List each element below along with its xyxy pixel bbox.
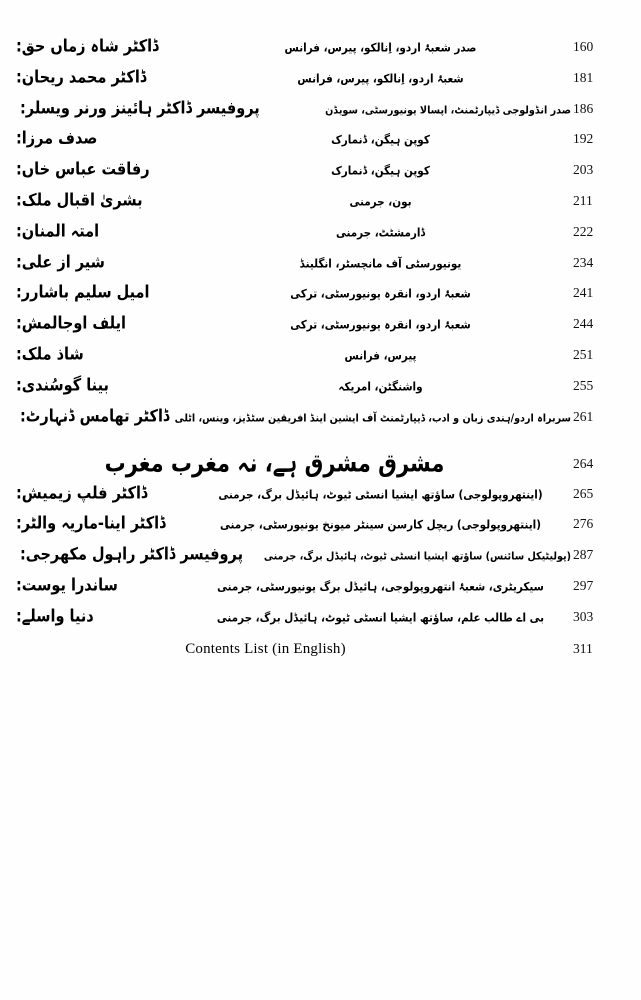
- contributor-affiliation: کوپن ہیگن، ڈنمارک: [331, 133, 430, 148]
- contributor-name: دنیا واسلے:: [16, 607, 94, 626]
- page-number: 265: [573, 485, 594, 501]
- contributor-affiliation: کوپن ہیگن، ڈنمارک: [331, 164, 430, 178]
- toc-row: [0, 314, 641, 348]
- contributor-name: ساندرا یوست:: [16, 576, 118, 596]
- toc-row: [0, 132, 641, 163]
- contributor-name: شیر از علی:: [16, 253, 105, 272]
- page-number: 264: [573, 455, 594, 471]
- contributor-affiliation: صدر انڈولوجی ڈیپارٹمنٹ، اپسالا یونیورسٹی، سویڈن: [325, 103, 571, 117]
- contributor-affiliation: (اینتھروپولوجی) ساؤتھ ایشیا انسٹی ٹیوٹ، ہائیڈل برگ، جرمنی: [218, 487, 543, 502]
- toc-row: [0, 99, 641, 133]
- contributor-name: ڈاکٹر فلپ زیمیش:: [16, 484, 148, 503]
- page-number: 181: [573, 69, 594, 85]
- page-number: 186: [573, 100, 594, 116]
- contributor-affiliation: شعبۂ اردو، انقرہ یونیورسٹی، ترکی: [290, 318, 471, 332]
- contributor-name: پروفیسر ڈاکٹر راہول مکھرجی:: [20, 545, 244, 565]
- page-number: 276: [573, 516, 594, 532]
- contributor-affiliation: بی اے طالب علم، ساؤتھ ایشیا انسٹی ٹیوٹ، ہائیڈل برگ، جرمنی: [216, 611, 545, 625]
- page-number: 160: [573, 39, 594, 54]
- contributor-name: ایلف اوجالمش:: [16, 314, 126, 334]
- page-number: 311: [573, 640, 593, 656]
- toc-row: [0, 576, 641, 610]
- page-number: 234: [573, 254, 594, 270]
- page-number: 222: [573, 223, 594, 239]
- page-number: 241: [573, 285, 594, 301]
- contributor-name: ڈاکٹر اینا-ماریہ والٹر:: [16, 515, 166, 534]
- contributor-affiliation: واشنگٹن، امریکہ: [338, 380, 423, 394]
- toc-group-before-heading: [0, 37, 641, 410]
- toc-row: [0, 222, 641, 256]
- toc-row: [0, 517, 641, 548]
- table-of-contents: [0, 37, 641, 675]
- contributor-affiliation: سیکریٹری، شعبۂ انتھروپولوجی، ہائیڈل برگ یونیورسٹی، جرمنی: [217, 580, 544, 594]
- toc-row: [0, 286, 641, 317]
- contributor-affiliation: شعبۂ اردو، اِنالکو، پیرس، فرانس: [297, 72, 464, 86]
- toc-row: [0, 191, 641, 225]
- contributor-affiliation: سربراہ اردو/ہندی زبان و ادب، ڈیپارٹمنٹ آف ایشین اینڈ افریقین سٹڈیز، وینس، اٹلی: [174, 411, 571, 425]
- page-number: 244: [573, 316, 594, 332]
- contributor-name: ڈاکٹر شاہ زماں حق:: [16, 37, 159, 57]
- toc-row: [0, 160, 641, 194]
- toc-row: [0, 376, 641, 410]
- toc-row: [0, 545, 641, 579]
- section-heading: مشرق مشرق ہے، نہ مغرب مغرب: [104, 448, 445, 478]
- contributor-name: شاذ ملک:: [16, 345, 84, 365]
- contributor-name: بینا گوسُندی:: [16, 376, 109, 396]
- contributor-affiliation: شعبۂ اردو، انقرہ یونیورسٹی، ترکی: [290, 287, 471, 302]
- page-number: 251: [573, 346, 594, 362]
- page-number: 297: [573, 577, 594, 593]
- toc-row: [0, 345, 641, 379]
- toc-row: [0, 607, 641, 641]
- toc-row-wide: [0, 407, 641, 441]
- page-number: 203: [573, 162, 594, 178]
- contributor-affiliation: ڈارمشٹٹ، جرمنی: [335, 226, 426, 240]
- contributor-name: بشریٰ اقبال ملک:: [16, 191, 143, 211]
- contributor-affiliation: یونیورسٹی آف مانچسٹر، انگلینڈ: [299, 256, 462, 271]
- contributor-name: پروفیسر ڈاکٹر ہائینز ورنر ویسلر:: [20, 99, 260, 118]
- contributor-name: ڈاکٹر تھامس ڈنہارٹ:: [20, 407, 170, 426]
- contributor-name: ڈاکٹر محمد ریحان:: [16, 68, 147, 88]
- english-contents-label: Contents List (in English): [185, 640, 346, 657]
- toc-group-after-heading: [0, 484, 641, 641]
- english-contents-row: [0, 641, 641, 675]
- toc-row: [0, 37, 641, 71]
- section-heading-row: [0, 441, 641, 487]
- contributor-affiliation: (اینتھروپولوجی) ریچل کارسن سینٹر میونخ یونیورسٹی، جرمنی: [219, 518, 541, 533]
- page-number: 192: [573, 131, 594, 147]
- contributor-affiliation: بون، جرمنی: [349, 195, 412, 209]
- toc-row: [0, 253, 641, 287]
- contributor-affiliation: پیرس، فرانس: [344, 349, 417, 363]
- toc-row: [0, 484, 641, 518]
- page-number: 255: [573, 377, 594, 393]
- page-number: 211: [573, 192, 593, 208]
- page-number: 303: [573, 608, 594, 624]
- toc-row: [0, 68, 641, 102]
- contributor-name: صدف مرزا:: [16, 130, 98, 149]
- page-number: 287: [573, 547, 594, 563]
- page-number: 261: [573, 408, 594, 424]
- contributor-affiliation: (پولیٹیکل سائنس) ساؤتھ ایشیا انسٹی ٹیوٹ، ہائیڈل برگ، جرمنی: [263, 550, 571, 563]
- contributor-affiliation: صدر شعبۂ اردو، اِنالکو، پیرس، فرانس: [284, 41, 477, 55]
- contributor-name: امتہ المنان:: [16, 222, 100, 242]
- contributor-name: امیل سلیم باشارر:: [16, 284, 150, 303]
- contributor-name: رفاقت عباس خاں:: [16, 160, 150, 180]
